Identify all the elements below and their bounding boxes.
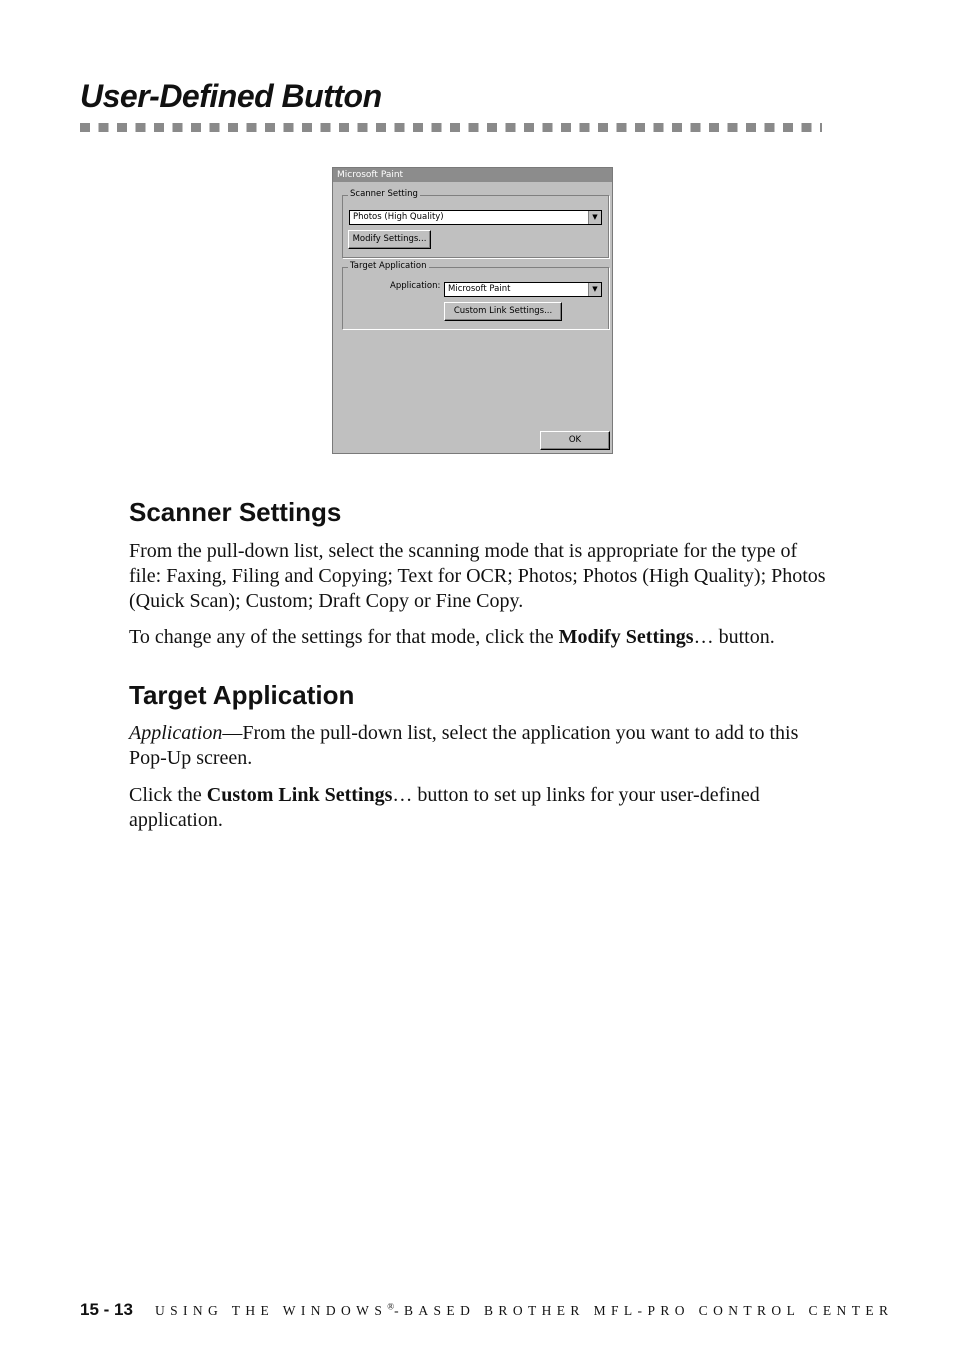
running-head	[155, 1303, 893, 1318]
custom-link-paragraph	[129, 783, 829, 833]
application-paragraph	[129, 721, 829, 771]
microsoft-paint-dialog	[332, 167, 613, 454]
target-application-heading: Target Application	[129, 680, 355, 710]
registered-mark: ®	[387, 1301, 395, 1312]
application-term: Application	[129, 722, 223, 744]
ok-button[interactable]: OK	[540, 431, 610, 450]
paragraph-text: Click the	[129, 784, 207, 806]
title-dotted-rule	[80, 123, 822, 132]
scanner-settings-heading: Scanner Settings	[129, 497, 342, 527]
paragraph-text: … button.	[693, 626, 775, 648]
custom-link-settings-term: Custom Link Settings	[206, 784, 393, 806]
paragraph-text: To change any of the settings for that mode, click the	[129, 626, 559, 648]
application-label: Application:	[390, 281, 441, 291]
modify-settings-paragraph	[129, 625, 829, 650]
paragraph-text: … button to set up links for your user-defined application.	[129, 784, 760, 831]
modify-settings-button[interactable]: Modify Settings...	[348, 230, 431, 249]
running-head-text: USING THE WINDOWS	[154, 1303, 388, 1318]
page-footer	[80, 1300, 894, 1324]
custom-link-settings-button[interactable]: Custom Link Settings...	[444, 302, 562, 321]
scanner-settings-paragraph: From the pull-down list, select the scanning mode that is appropriate for the type of file: Faxing, Filing and Copying; Text for OCR; Photos; Photos (High Quality); Photos (Quick Scan); Custom; Draft Copy or Fine Copy.	[129, 540, 826, 612]
dropdown-arrow-icon[interactable]: ▼	[588, 211, 601, 224]
running-head-text: -BASED BROTHER MFL-PRO CONTROL CENTER	[394, 1303, 894, 1318]
modify-settings-term: Modify Settings	[558, 626, 694, 648]
application-select-value: Microsoft Paint	[448, 284, 511, 294]
application-select[interactable]	[444, 282, 602, 297]
scanner-setting-select[interactable]	[349, 210, 602, 225]
page-number: 15 - 13	[80, 1300, 133, 1319]
scanner-setting-select-value: Photos (High Quality)	[353, 212, 444, 222]
target-application-group-label: Target Application	[350, 261, 427, 271]
dialog-titlebar: Microsoft Paint	[333, 168, 612, 182]
page-title: User-Defined Button	[80, 78, 382, 114]
dropdown-arrow-icon[interactable]: ▼	[588, 283, 601, 296]
scanner-setting-group-label: Scanner Setting	[350, 189, 418, 199]
paragraph-text: —From the pull-down list, select the application you want to add to this Pop-Up screen.	[129, 722, 799, 769]
